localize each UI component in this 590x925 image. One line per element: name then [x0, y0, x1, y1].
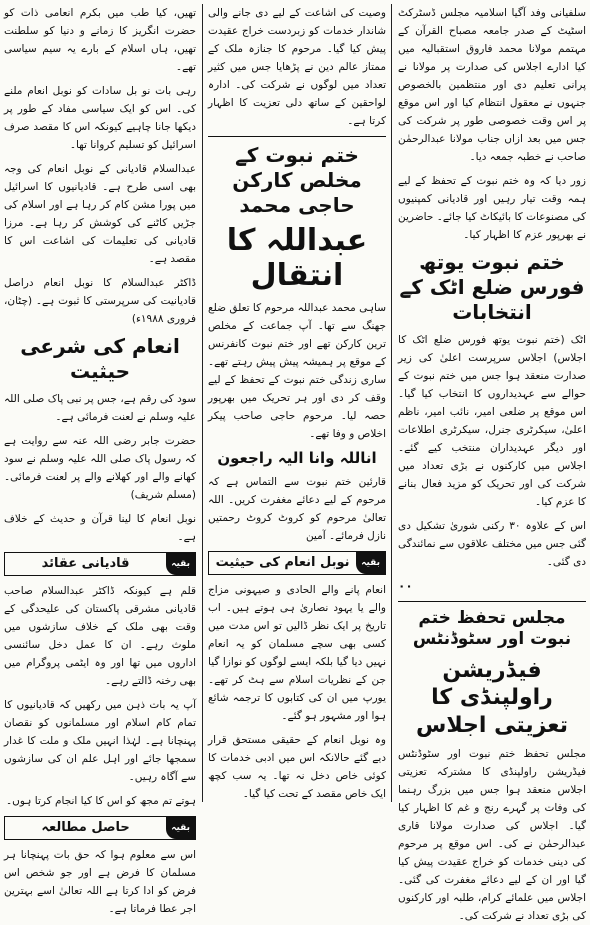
article-headline: عبداللہ کا انتقال [226, 223, 368, 293]
article-paragraph: ڈاکٹر عبدالسلام کا نوبل انعام دراصل قادیانیت کی سرپرستی کا ثبوت ہے۔ (چٹان، فروری ۱۹۸۸ء) [4, 277, 196, 325]
article-paragraph: سلفیانی وفد آگیا اسلامیہ مجلس ڈسٹرکٹ اسٹیٹ کے صدر جامعہ مصباح القرآن کے مہتمم مولانا محمد فاروق استقبالیہ میں کیا ادارے اجلاس کی صدارت پر مولانا نے پرانی تعلیم دی اور منتظمین بالخصوص جنہوں نے معقول انتظام کیا اور اس موقع پر اس وقت خصوصی طور پر شرکت کی جس میں بعد ازاں جناب مولانا عبدالرحمٰن صاحب نے خطبہ جمعہ دیا۔ [398, 7, 586, 163]
continuation-box [4, 552, 196, 576]
article-paragraph: سود کی رقم ہے، جس پر نبی پاک صلی اللہ علیہ وسلم نے لعنت فرمائی ہے۔ [4, 393, 196, 423]
continuation-badge: بقیہ [356, 552, 385, 574]
article-paragraph: ہوتے تم مجھ کو اس کا کیا انجام کرتا ہوں۔ [5, 795, 196, 807]
left-column [4, 4, 196, 915]
right-column [398, 4, 586, 922]
section-divider [208, 136, 386, 137]
verse-line: اناللہ وانا الیہ راجعون [217, 449, 377, 467]
article-paragraph: رہی بات نو بل سادات کو نوبل انعام ملنے کی۔ اس کو ایک سیاسی مفاد کے طور پر دیکھا جانا چاہیے کیونکہ اس کا مقصد صرف اسرائیل کو تسلیم کروانا تھا۔ [4, 85, 196, 151]
continuation-box [208, 551, 386, 575]
continuation-box [4, 816, 196, 840]
section-divider [398, 601, 586, 602]
continuation-title: قادیانی عقائد [41, 556, 130, 571]
article-headline: انعام کی شرعی حیثیت [20, 334, 180, 383]
article-paragraph: قلم ہے کیونکہ ڈاکٹر عبدالسلام صاحب قادیانی مشرقی پاکستان کی علیحدگی کے وقت بھی ملک کے خلاف سازشوں میں ملوث رہے۔ ان کا عمل دخل سائنسی اداروں میں تھا اور وہ ایٹمی پروگرام میں بھی رخنہ ڈالتے رہے۔ [4, 585, 196, 687]
article-paragraph: زور دیا کہ وہ ختم نبوت کے تحفظ کے لیے ہمہ وقت تیار رہیں اور قادیانی کمپنیوں کی مصنوعات کا بائیکاٹ کیا جائے۔ حاضرین نے بھرپور عزم کا اظہار کیا۔ [398, 175, 586, 241]
continuation-title: حاصل مطالعہ [41, 820, 130, 835]
article-paragraph: عبدالسلام قادیانی کے نوبل انعام کی وجہ بھی اسی طرح ہے۔ قادیانیوں کا اسرائیل میں پورا مشن کام کر رہا ہے اور اسلام کی جڑیں کاٹنے کی کوشش کر رہا ہے۔ مرزا قادیانی کی تعلیمات کی اشاعت اس کا مقصد ہے۔ [4, 163, 196, 265]
article-paragraph: مجلس تحفظ ختم نبوت اور سٹوڈنٹس فیڈریشن راولپنڈی کا مشترکہ تعزیتی اجلاس منعقد ہوا جس میں بزرگ رہنما کی وفات پر گہرے رنج و غم کا اظہار کیا گیا۔ اجلاس کی صدارت مولانا قاری عبدالرحمٰن نے کی۔ اس موقع پر مرحوم کی دینی خدمات کو خراج عقیدت پیش کیا گیا اور ان کے لیے دعائے مغفرت کی گئی۔ اجلاس میں علمائے کرام، طلبہ اور کارکنوں کی بڑی تعداد نے شرکت کی۔ [398, 748, 586, 922]
article-paragraph: وہ نوبل انعام کے حقیقی مستحق قرار دیے گئے حالانکہ اس میں ادبی خدمات کا کوئی خاص دخل نہ تھا۔ یہ سب کچھ ایک خاص مقصد کے تحت کیا گیا۔ [208, 734, 386, 800]
continuation-badge: بقیہ [166, 553, 195, 575]
article-paragraph: ساہی محمد عبداللہ مرحوم کا تعلق ضلع جھنگ سے تھا۔ آپ جماعت کے مخلص ترین کارکن تھے اور ختم نبوت کانفرنس کے موقع پر ہمیشہ پیش پیش رہتے تھے۔ ساری زندگی ختم نبوت کے تحفظ کے لیے وقف کر دی اور ہر تحریک میں بھرپور حصہ لیا۔ مرحوم حاجی صاحب پیکر اخلاص و وفا تھے۔ [208, 302, 386, 440]
article-paragraph: قارئین ختم نبوت سے التماس ہے کہ مرحوم کے لیے دعائے مغفرت کریں۔ اللہ تعالیٰ مرحوم کو کروٹ کروٹ رحمتیں نازل فرمائے۔ آمین [208, 476, 386, 542]
article-headline: ختم نبوت یوتھ فورس ضلع اٹک کے انتخابات [399, 250, 585, 324]
article-paragraph: آپ یہ بات ذہن میں رکھیں کہ قادیانیوں کا تمام کام اسلام اور مسلمانوں کو نقصان پہنچانا ہے۔ لہٰذا انہیں ملک و ملت کا غدار سمجھا جائے اور اہل علم ان کی سازشوں سے آگاہ رہیں۔ [4, 699, 196, 783]
article-paragraph: تھیں، کیا طب میں بکرم انعامی ذات کو حضرت انگریز کا زمانے و دنیا کو سلطنت تھیں، ہاں اسلام کے بارے یہ سیم سیاسی تھے۔ [4, 7, 196, 73]
article-paragraph: اس سے معلوم ہوا کہ حق بات پہنچانا ہر مسلمان کا فرض ہے اور جو شخص اس فرض کو ادا کرتا ہے اللہ تعالیٰ اسے بہترین اجر عطا فرماتا ہے۔ [4, 849, 196, 915]
article-headline: مجلس تحفظ ختم نبوت اور سٹوڈنٹس [412, 608, 572, 650]
article-paragraph: وصیت کی اشاعت کے لیے دی جانے والی شاندار خدمات کو زبردست خراج عقیدت پیش کیا گیا۔ مرحوم کا جنازہ ملک کے ممتاز عالم دین نے پڑھایا جس میں کثیر تعداد میں لوگوں نے شرکت کی۔ ادارہ لواحقین کے ساتھ دلی تعزیت کا اظہار کرتا ہے۔ [208, 7, 386, 127]
end-marker: ۰۰ [398, 579, 413, 593]
continuation-title: نوبل انعام کی حیثیت [215, 555, 350, 570]
article-paragraph: اٹک (ختم نبوت یوتھ فورس ضلع اٹک کا اجلاس) اجلاس سرپرست اعلیٰ کی زیر صدارت منعقد ہوا جس میں ختم نبوت کے حوالے سے عہدیداروں کا انتخاب کیا گیا۔ اس موقع پر ضلعی امیر، نائب امیر، ناظم اعلیٰ، سیکرٹری جنرل، سیکرٹری اطلاعات اور دیگر عہدیداران منتخب کیے گئے۔ اجلاس میں کارکنوں نے بڑی تعداد میں شرکت کی اور تحریک کو مزید فعال بنانے کا عزم کیا۔ [398, 334, 586, 508]
article-paragraph: انعام پانے والے الحادی و صیہونی مزاج والے یا یہود نصاریٰ ہی ہوتے ہیں۔ اب تاریخ پر ایک نظر ڈالیں تو اس مدت میں کسی بھی سچے مسلمان کو یہ انعام نہیں دیا گیا بلکہ ایسے لوگوں کو نوازا گیا جن کے نظریات اسلام سے ہٹ کر تھے۔ یورپ میں ان کی کتابوں کا ترجمہ شائع ہوا اور مشہور ہو گئے۔ [208, 584, 386, 722]
middle-column [202, 4, 392, 802]
article-headline: ختم نبوت کے مخلص کارکن حاجی محمد [232, 143, 362, 217]
article-paragraph: نوبل انعام کا لینا قرآن و حدیث کے خلاف ہے۔ [4, 513, 196, 543]
continuation-badge: بقیہ [166, 817, 195, 839]
article-paragraph: حضرت جابر رضی اللہ عنہ سے روایت ہے کہ رسول پاک صلی اللہ علیہ وسلم نے سود کھانے والے اور کھلانے والے پر لعنت فرمائی۔ (مسلم شریف) [4, 435, 196, 501]
article-headline: فیڈریشن راولپنڈی کا تعزیتی اجلاس [416, 657, 568, 738]
article-paragraph: اس کے علاوہ ۳۰ رکنی شوریٰ تشکیل دی گئی جس میں مختلف علاقوں سے نمائندگی دی گئی۔ [398, 520, 586, 568]
